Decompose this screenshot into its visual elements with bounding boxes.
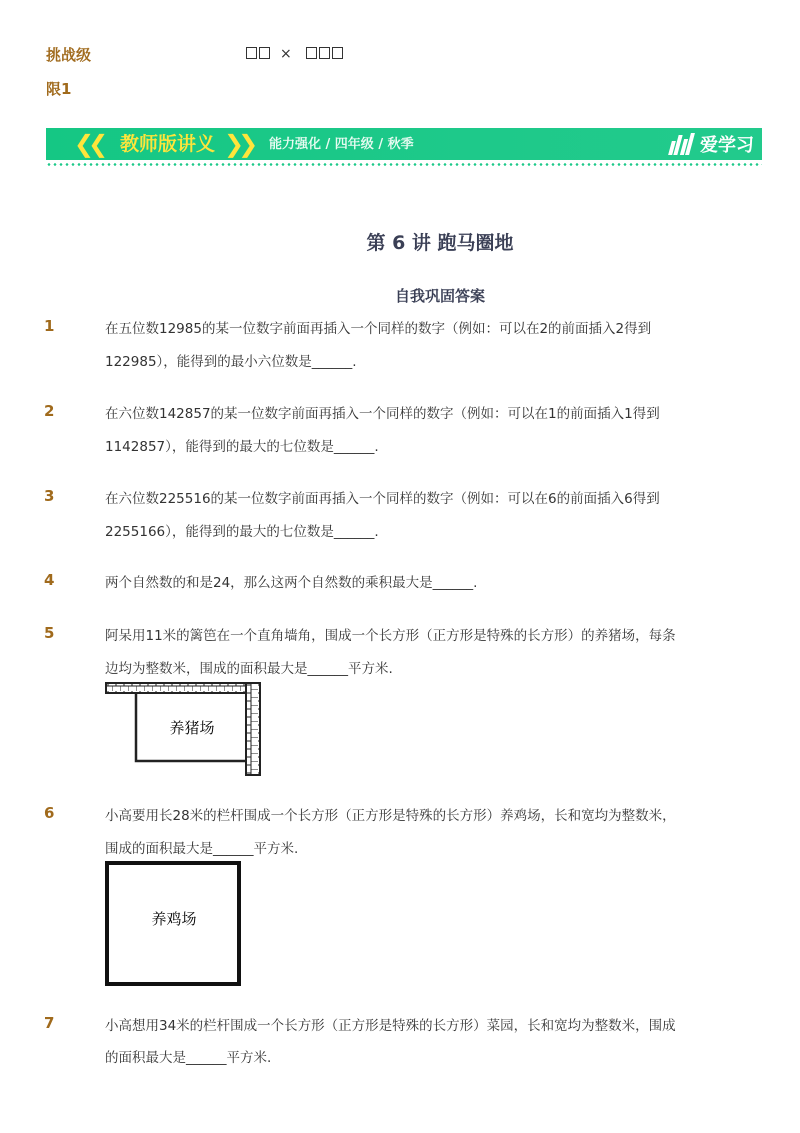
question-text: 122985），能得到的最小六位数是______. [105,354,357,370]
question-text: 1142857），能得到的最大的七位数是______. [105,439,379,455]
question-text: 在五位数12985的某一位数字前面再插入一个同样的数字（例如：可以在2的前面插入2得到 [105,321,652,337]
logo-bars-icon [670,133,694,155]
placeholder-glyphs: × [246,44,345,62]
banner-subtitle: 能力强化 / 四年级 / 秋季 [269,137,414,152]
double-chevron-left-icon: ❮❮ [74,130,103,158]
question-text: 在六位数142857的某一位数字前面再插入一个同样的数字（例如：可以在1的前面插入1得到 [105,406,660,422]
question-text: 的面积最大是______平方米. [105,1050,272,1066]
question-number: 6 [44,804,55,822]
question-text: 阿呆用11米的篱笆在一个直角墙角，围成一个长方形（正方形是特殊的长方形）的养猪场，每条 [105,628,676,644]
section-title: 自我巩固答案 [394,287,485,305]
question-number: 5 [44,624,55,642]
question-text: 小高想用34米的栏杆围成一个长方形（正方形是特殊的长方形）菜园，长和宽均为整数米，围成 [105,1018,676,1034]
lecture-title: 第 6 讲 跑马圈地 [366,232,514,254]
brand-logo [670,131,754,157]
pig-pen-label: 养猪场 [169,719,215,737]
question-number: 7 [44,1014,55,1032]
level-sublabel: 限1 [46,80,72,98]
level-label: 挑战级 [46,46,92,64]
question-number: 4 [44,571,55,589]
logo-text: 爱学习 [700,135,754,156]
question-text: 边均为整数米，围成的面积最大是______平方米. [105,661,393,677]
chicken-coop-figure [104,860,242,988]
question-text: 小高要用长28米的栏杆围成一个长方形（正方形是特殊的长方形）养鸡场，长和宽均为整数米， [105,808,676,824]
question-number: 1 [44,317,55,335]
pig-pen-figure [104,681,264,777]
question-number: 3 [44,487,55,505]
header-banner [46,128,762,160]
question-number: 2 [44,402,55,420]
chicken-coop-label: 养鸡场 [151,910,197,928]
banner-title: 教师版讲义 [120,133,216,155]
double-chevron-right-icon: ❯❯ [224,130,253,158]
question-text: 围成的面积最大是______平方米. [105,841,299,857]
question-text: 2255166），能得到的最大的七位数是______. [105,524,379,540]
question-text: 两个自然数的和是24，那么这两个自然数的乘积最大是______. [105,575,478,591]
question-text: 在六位数225516的某一位数字前面再插入一个同样的数字（例如：可以在6的前面插入6得到 [105,491,660,507]
banner-dotted-divider [46,163,762,166]
